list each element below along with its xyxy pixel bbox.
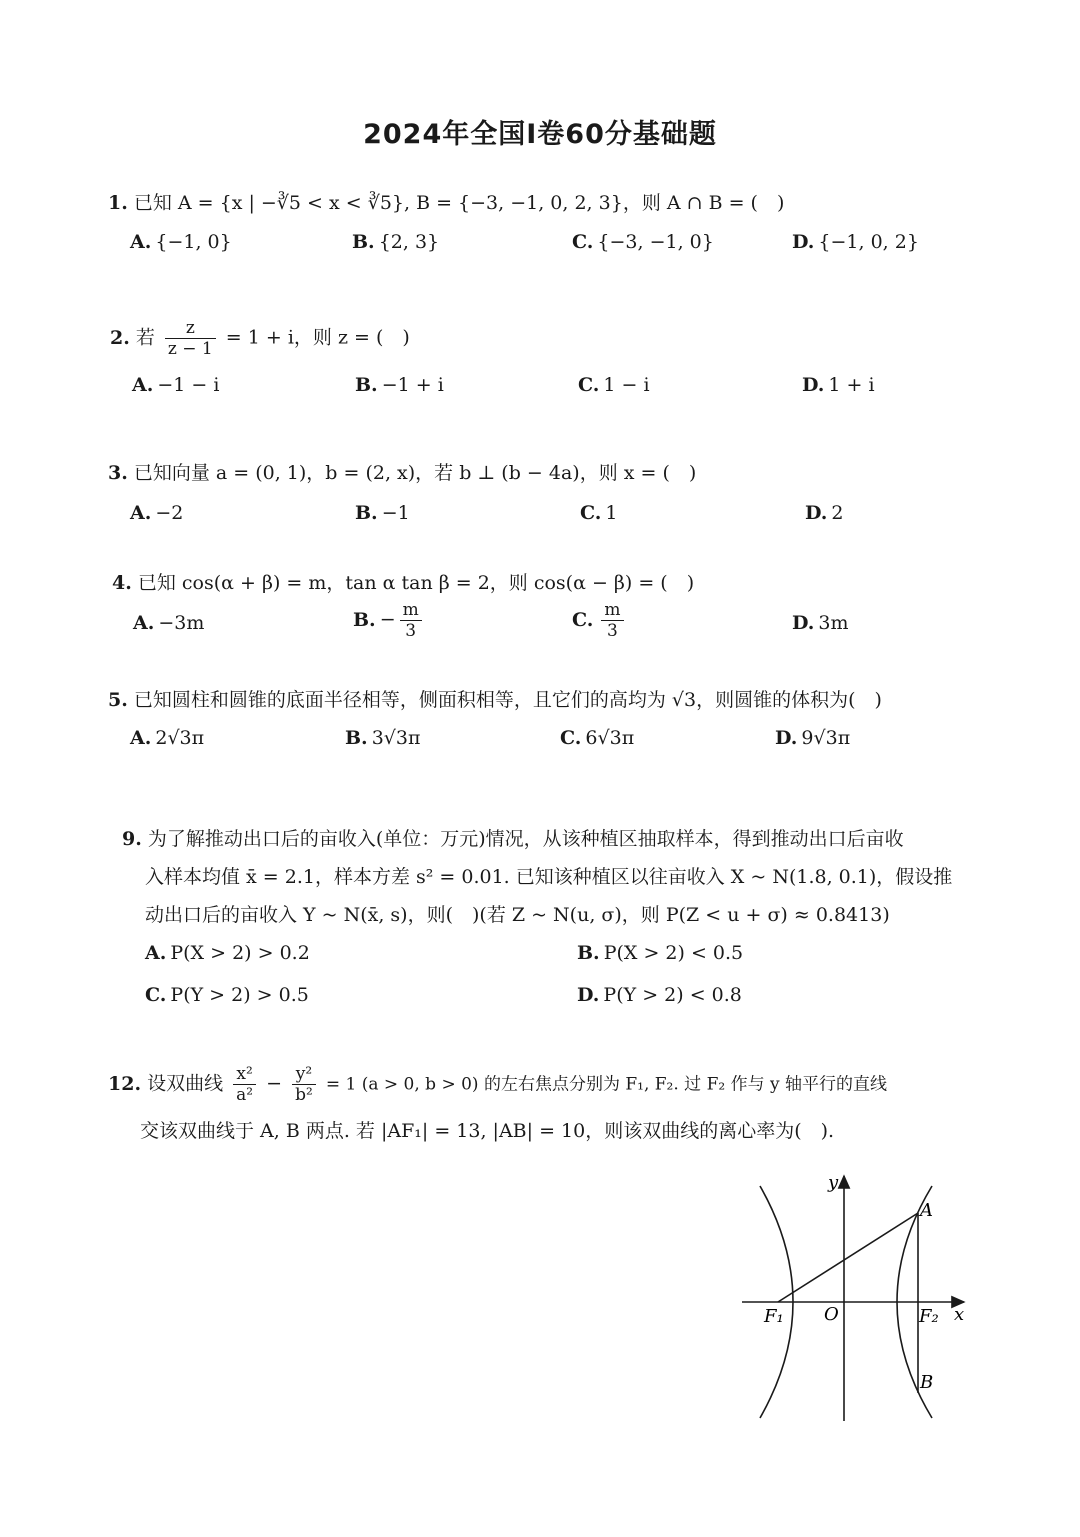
option-b[interactable]: B. − $\frac{m}{3}$ bbox=[353, 600, 426, 641]
page-title: 2024年全国I卷60分基础题 bbox=[363, 119, 717, 150]
question-3 bbox=[108, 458, 696, 485]
option-a[interactable]: A. P(X > 2) > 0.2 bbox=[145, 942, 310, 964]
option-d[interactable]: D. P(Y > 2) < 0.8 bbox=[577, 984, 742, 1006]
option-c[interactable]: C. {−3, −1, 0} bbox=[572, 231, 714, 253]
option-text: P(X > 2) > 0.2 bbox=[170, 942, 310, 964]
option-c[interactable]: C. 1 bbox=[580, 502, 618, 524]
option-text: 2√3π bbox=[155, 727, 205, 749]
option-text: {−1, 0} bbox=[155, 231, 232, 253]
option-text: 1 + i bbox=[828, 374, 875, 396]
option-a[interactable]: A. 2√3π bbox=[130, 727, 205, 749]
question-number: 1. bbox=[108, 192, 128, 214]
option-b[interactable]: B. 3√3π bbox=[345, 727, 421, 749]
question-text: 为了解推动出口后的亩收入(单位：万元)情况，从该种植区抽取样本，得到推动出口后亩收 bbox=[147, 828, 904, 850]
option-d[interactable]: D. 1 + i bbox=[802, 374, 875, 396]
option-d[interactable]: D. 2 bbox=[805, 502, 844, 524]
option-text: {2, 3} bbox=[378, 231, 440, 253]
option-c[interactable]: C. 1 − i bbox=[578, 374, 650, 396]
question-number: 12. bbox=[108, 1072, 142, 1095]
question-text: 已知 cos(α + β) = m，tan α tan β = 2，则 cos(α − β) = ( ) bbox=[137, 572, 695, 594]
option-b[interactable]: B. {2, 3} bbox=[352, 231, 440, 253]
option-c[interactable]: C. $\frac{m}{3}$ bbox=[572, 600, 628, 641]
option-d[interactable]: D. {−1, 0, 2} bbox=[792, 231, 919, 253]
option-text: 2 bbox=[831, 502, 844, 524]
option-text: P(X > 2) < 0.5 bbox=[603, 942, 744, 964]
option-text: −1 − i bbox=[157, 374, 220, 396]
option-c[interactable]: C. P(Y > 2) > 0.5 bbox=[145, 984, 309, 1006]
question-number: 3. bbox=[108, 462, 128, 484]
x-axis-label: x bbox=[954, 1304, 965, 1325]
question-text: 已知圆柱和圆锥的底面半径相等，侧面积相等，且它们的高均为 √3，则圆锥的体积为( ) bbox=[133, 689, 882, 711]
option-text: P(Y > 2) < 0.8 bbox=[603, 984, 742, 1006]
option-a[interactable]: A. −2 bbox=[130, 502, 184, 524]
question-5 bbox=[108, 685, 882, 712]
option-b[interactable]: B. −1 bbox=[355, 502, 410, 524]
question-text-line: 入样本均值 x̄ = 2.1，样本方差 s² = 0.01. 已知该种植区以往亩收入 X ~ N(1.8, 0.1)，假设推 bbox=[145, 866, 953, 888]
fraction: $\frac{\text{y²}}{\text{b²}}$ bbox=[292, 1064, 316, 1105]
option-c[interactable]: C. 6√3π bbox=[560, 727, 635, 749]
option-text: − bbox=[379, 608, 396, 631]
option-text: 9√3π bbox=[801, 727, 851, 749]
question-4 bbox=[112, 568, 694, 595]
origin-label: O bbox=[824, 1304, 839, 1325]
f1-label: F₁ bbox=[764, 1306, 784, 1327]
fraction: $\frac{m}{3}$ bbox=[400, 600, 422, 641]
question-number: 9. bbox=[122, 828, 142, 850]
question-number: 4. bbox=[112, 572, 132, 594]
option-d[interactable]: D. 9√3π bbox=[775, 727, 851, 749]
y-axis-label: y bbox=[828, 1172, 839, 1193]
question-text: 已知 A = {x | −∛5 < x < ∛5}, B = {−3, −1, 0, 2, 3}，则 A ∩ B = ( ) bbox=[133, 192, 785, 214]
option-a[interactable]: A. −3m bbox=[133, 612, 205, 634]
option-text: −1 bbox=[381, 502, 410, 524]
question-text: = 1 (a > 0, b > 0) 的左右焦点分别为 F₁, F₂. 过 F₂ 作与 y 轴平行的直线 bbox=[325, 1074, 888, 1095]
option-b[interactable]: B. −1 + i bbox=[355, 374, 444, 396]
option-text: −2 bbox=[155, 502, 184, 524]
question-number: 2. bbox=[110, 326, 130, 349]
option-text: 1 − i bbox=[603, 374, 650, 396]
question-text: 设双曲线 bbox=[147, 1072, 224, 1095]
fraction: $\frac{m}{3}$ bbox=[601, 600, 623, 641]
question-text: 已知向量 a = (0, 1)，b = (2, x)，若 b ⊥ (b − 4a)，则 x = ( ) bbox=[133, 462, 697, 484]
operator: − bbox=[266, 1072, 283, 1095]
option-text: 1 bbox=[605, 502, 618, 524]
question-1 bbox=[108, 188, 784, 215]
fraction: $\frac{z}{z - 1}$ bbox=[165, 318, 216, 359]
option-d[interactable]: D. 3m bbox=[792, 612, 849, 634]
option-text: −1 + i bbox=[381, 374, 444, 396]
question-12 bbox=[108, 1064, 887, 1105]
option-text: 3m bbox=[818, 612, 849, 634]
f2-label: F₂ bbox=[919, 1306, 939, 1327]
option-a[interactable]: A. −1 − i bbox=[132, 374, 220, 396]
question-text: = 1 + i，则 z = ( ) bbox=[225, 326, 410, 349]
hyperbola-figure bbox=[728, 1168, 978, 1428]
option-a[interactable]: A. {−1, 0} bbox=[130, 231, 232, 253]
option-text: −3m bbox=[158, 612, 205, 634]
fraction: $\frac{\text{x²}}{\text{a²}}$ bbox=[233, 1064, 256, 1105]
point-b-label: B bbox=[920, 1372, 934, 1393]
option-text: {−1, 0, 2} bbox=[818, 231, 919, 253]
option-text: 3√3π bbox=[371, 727, 421, 749]
question-9 bbox=[122, 824, 904, 851]
question-2 bbox=[110, 318, 410, 359]
option-b[interactable]: B. P(X > 2) < 0.5 bbox=[577, 942, 744, 964]
point-a-label: A bbox=[920, 1200, 933, 1221]
question-number: 5. bbox=[108, 689, 128, 711]
question-text-line: 动出口后的亩收入 Y ~ N(x̄, s)，则( )(若 Z ~ N(u, σ)，则 P(Z < u + σ) ≈ 0.8413) bbox=[145, 904, 890, 926]
option-text: 6√3π bbox=[585, 727, 635, 749]
option-text: P(Y > 2) > 0.5 bbox=[170, 984, 309, 1006]
question-text: 若 bbox=[135, 326, 155, 349]
question-text-line: 交该双曲线于 A, B 两点. 若 |AF₁| = 13, |AB| = 10，则该双曲线的离心率为( ). bbox=[140, 1120, 835, 1142]
option-text: {−3, −1, 0} bbox=[597, 231, 714, 253]
